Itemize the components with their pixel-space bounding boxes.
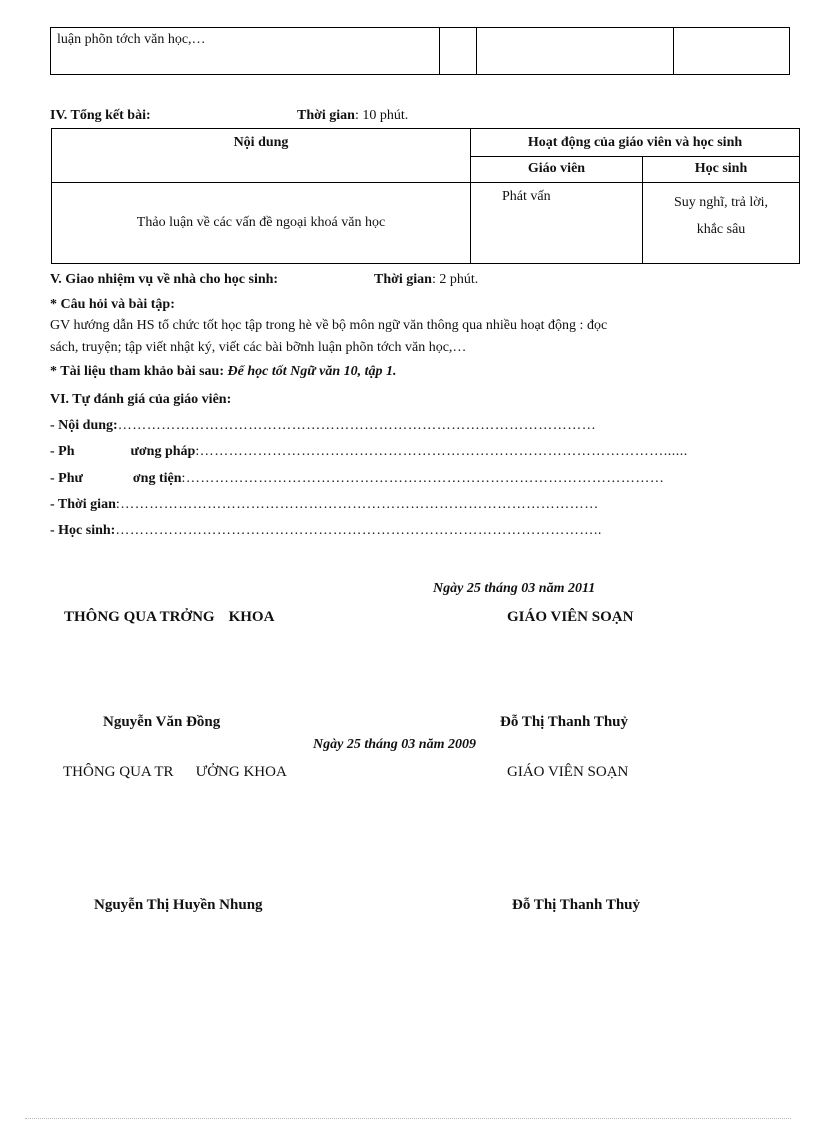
evaluation-dots: :……………………………………………………………………………………… [115,497,599,512]
evaluation-dots: :……………………………………………………………………………………...... [195,444,688,459]
signature2-date: Ngày 25 tháng 03 năm 2009 [313,737,476,752]
signature1-right-title: GIÁO VIÊN SOẠN [507,609,634,625]
summary-table-row-content: Thảo luận về các vấn đề ngoại khoá văn học [52,183,471,264]
signature2-left-title-a: THÔNG QUA TR [63,764,174,780]
evaluation-label: - Thời gian [50,497,116,512]
evaluation-item-method [50,444,688,460]
signature1-left-title-a: THÔNG QUA TRỞNG [64,609,215,625]
reference-value: Để học tốt Ngữ văn 10, tập 1. [227,364,397,379]
top-table-cell [477,28,674,75]
summary-table-row-student-line2: khắc sâu [696,222,746,237]
signature2-right-name: Đỗ Thị Thanh Thuỷ [512,897,641,913]
evaluation-label: - Phư [50,471,83,486]
evaluation-label: - Học sinh: [50,523,116,538]
evaluation-item-content [50,418,596,434]
top-table-cell [440,28,477,75]
signature1-left-name: Nguyễn Văn Đồng [103,714,221,730]
summary-table [51,128,800,264]
evaluation-label-part2: ơng tiện [132,471,182,486]
signature2-left-name: Nguyễn Thị Huyền Nhung [94,897,263,913]
section4-time [297,108,408,124]
top-table-text: luận phõn tớch văn học,… [57,32,206,47]
section5-time [374,272,478,288]
summary-table-header-content: Nội dung [52,129,471,183]
evaluation-dots: ……………………………………………………………………………………… [117,418,597,433]
questions-label: * Câu hỏi và bài tập: [50,297,175,312]
evaluation-label-part2: ương pháp [130,444,196,459]
reference-label: * Tài liệu tham khảo bài sau: [50,364,225,379]
summary-table-row-teacher: Phát vấn [471,183,643,264]
section4-time-label: Thời gian [297,108,355,123]
section5-time-label: Thời gian [374,272,432,287]
section6-heading: VI. Tự đánh giá của giáo viên: [50,392,232,407]
summary-table-row-student [643,183,800,264]
top-table-cell [674,28,790,75]
top-table-cell [51,28,440,75]
evaluation-item-students [50,523,602,539]
signature2-right-title: GIÁO VIÊN SOẠN [507,764,629,780]
evaluation-label: - Ph [50,444,75,459]
questions-line2: sách, truyện; tập viết nhật ký, viết các bài bỡnh luận phõn tớch văn học,… [50,340,467,355]
top-table [50,27,790,75]
questions-line1: GV hướng dẫn HS tổ chức tốt học tập trong hè về bộ môn ngữ văn thông qua nhiều hoạt động : đọc [50,318,608,333]
signature1-right-name: Đỗ Thị Thanh Thuỷ [500,714,629,730]
summary-table-header-teacher: Giáo viên [471,157,643,183]
evaluation-label: - Nội dung: [50,418,118,433]
signature1-left-title-b: KHOA [228,609,275,625]
page-bottom-divider [25,1118,791,1119]
evaluation-dots: :……………………………………………………………………………………… [181,471,665,486]
section4-time-value: : 10 phút. [354,108,409,123]
signature2-left-title [63,764,287,781]
summary-table-header-activity: Hoạt động của giáo viên và học sinh [471,129,800,157]
signature2-left-title-b: ƯỞNG KHOA [195,764,287,780]
section4-heading: IV. Tổng kết bài: [50,108,151,123]
section5-heading: V. Giao nhiệm vụ về nhà cho học sinh: [50,272,279,287]
evaluation-dots: ……………………………………………………………………………………….. [115,523,602,538]
summary-table-row-student-line1: Suy nghĩ, trả lời, [673,195,769,210]
evaluation-item-time [50,497,599,513]
signature1-date: Ngày 25 tháng 03 năm 2011 [433,581,596,596]
signature1-left-title [64,609,274,626]
reference [50,364,397,380]
section5-time-value: : 2 phút. [431,272,479,287]
evaluation-item-means [50,471,664,487]
summary-table-header-student: Học sinh [643,157,800,183]
